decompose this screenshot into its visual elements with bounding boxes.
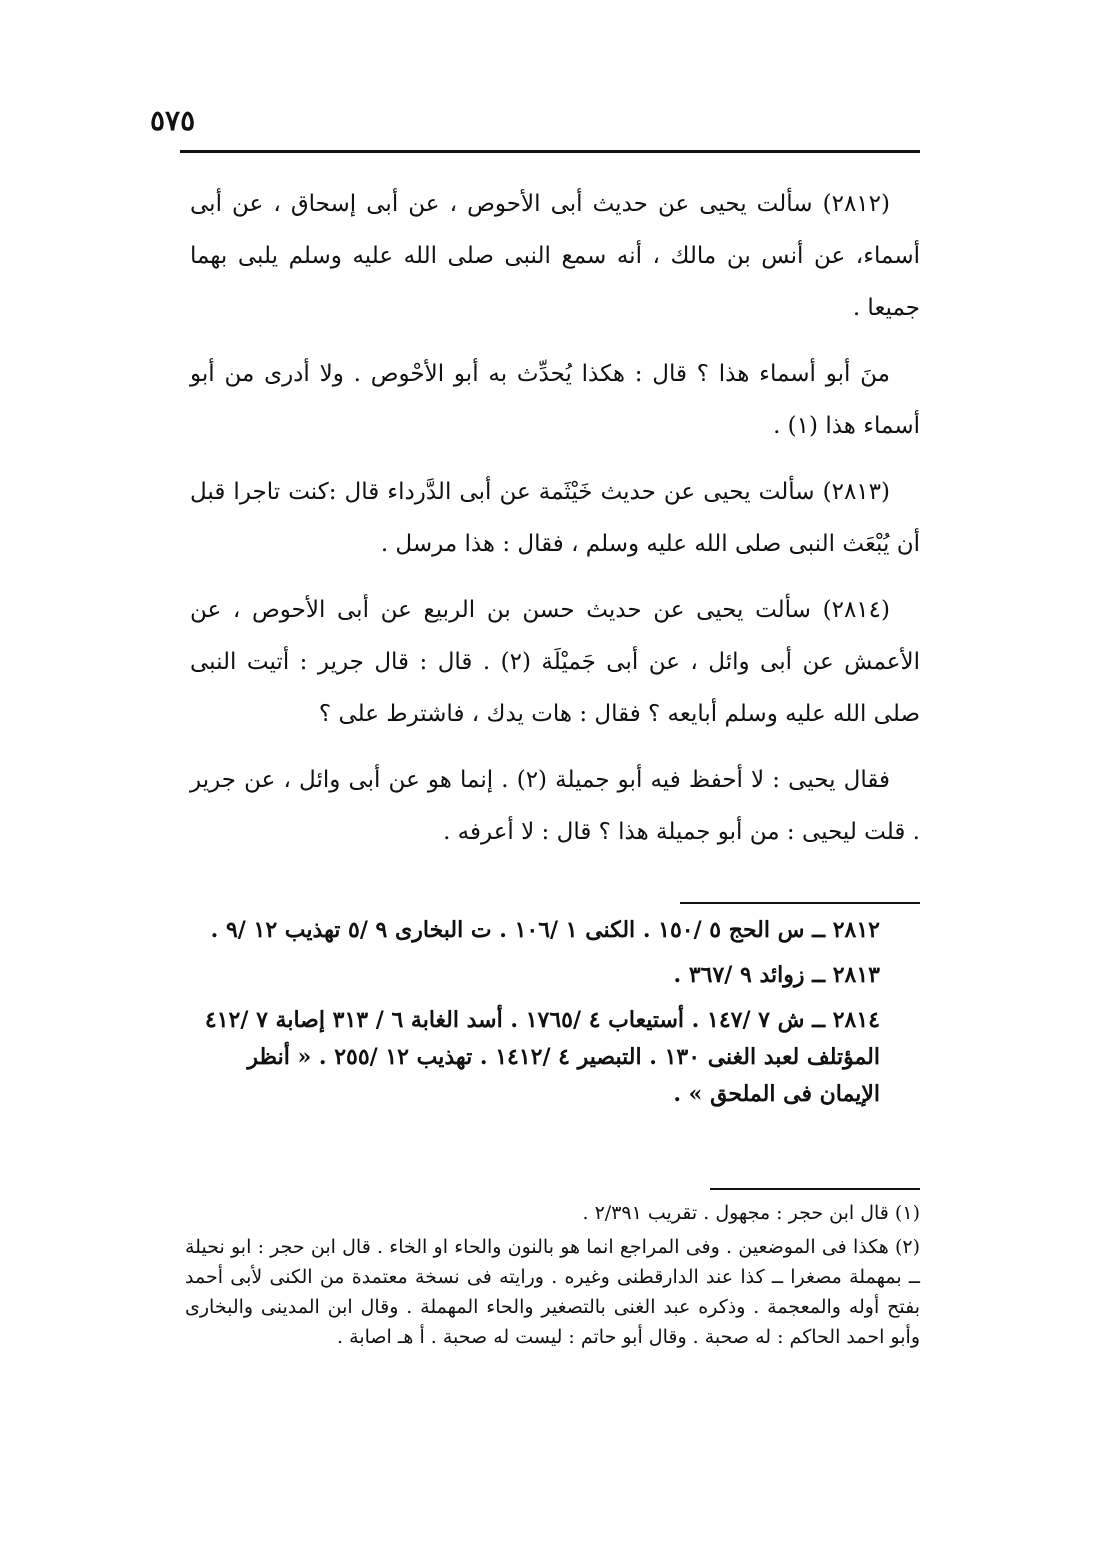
footnote-2: (٢) هكذا فى الموضعين . وفى المراجع انما هو بالنون والحاء او الخاء . قال ابن حجر : ابو نحيلة ــ بمهملة مصغرا ــ كذا عند الدارقطنى وغيره . ورايته فى نسخة معتمدة من الكنى لأبى أحمد بفتح أوله والمعجمة . وذكره عبد الغنى بالتصغير والحاء المهملة . وقال ابن المدينى والبخارى وأبو احمد الحاكم : له صحبة . وقال أبو حاتم : ليست له صحبة . أ هـ اصابة . bbox=[185, 1236, 920, 1348]
reference-2812: ٢٨١٢ ــ س الحج ٥ /١٥٠ . الكنى ١ /١٠٦ . ت البخارى ٩ /٥ تهذيب ١٢ /٩ . bbox=[210, 917, 880, 943]
reference-2813: ٢٨١٣ ــ زوائد ٩ /٣٦٧ . bbox=[673, 962, 880, 988]
reference-2814: ٢٨١٤ ــ ش ٧ /١٤٧ . أستيعاب ٤ /١٧٦٥ . أسد الغابة ٦ / ٣١٣ إصابة ٧ /٤١٢ المؤتلف لعبد الغنى ١٣٠ . التبصير ٤ /١٤١٢ . تهذيب ١٢ /٢٥٥ . « أنظر الإيمان فى الملحق » . bbox=[204, 1007, 880, 1107]
header-rule bbox=[180, 150, 920, 153]
entry-2812: (٢٨١٢) سألت يحيى عن حديث أبى الأحوص ، عن أبى إسحاق ، عن أبى أسماء، عن أنس بن مالك ، أنه سمع النبى صلى الله عليه وسلم يلبى بهما جميعا . bbox=[190, 191, 920, 321]
entry-2814: (٢٨١٤) سألت يحيى عن حديث حسن بن الربيع عن أبى الأحوص ، عن الأعمش عن أبى وائل ، عن أبى جَميْلَة (٢) . قال : قال جرير : أتيت النبى صلى الله عليه وسلم أبايعه ؟ فقال : هات يدك ، فاشترط على ؟ bbox=[190, 597, 921, 727]
page-number: ٥٧٥ bbox=[150, 104, 196, 137]
references bbox=[190, 912, 880, 1121]
footnotes bbox=[185, 1198, 920, 1356]
entry-2814-answer: فقال يحيى : لا أحفظ فيه أبو جميلة (٢) . إنما هو عن أبى وائل ، عن جرير . قلت ليحيى : من أبو جميلة هذا ؟ قال : لا أعرفه . bbox=[190, 767, 920, 845]
footnotes-rule bbox=[710, 1188, 920, 1190]
footnote-1: (١) قال ابن حجر : مجهول . تقريب ٢/٣٩١ . bbox=[582, 1202, 920, 1224]
main-text bbox=[190, 178, 920, 872]
references-rule bbox=[680, 902, 920, 904]
entry-2812-answer: منَ أبو أسماء هذا ؟ قال : هكذا يُحدِّث به أبو الأحْوص . ولا أدرى من أبو أسماء هذا (١) . bbox=[190, 361, 920, 439]
entry-2813: (٢٨١٣) سألت يحيى عن حديث خَيْثَمة عن أبى الدَّرداء قال :كنت تاجرا قبل أن يُبْعَث النبى صلى الله عليه وسلم ، فقال : هذا مرسل . bbox=[190, 479, 920, 557]
